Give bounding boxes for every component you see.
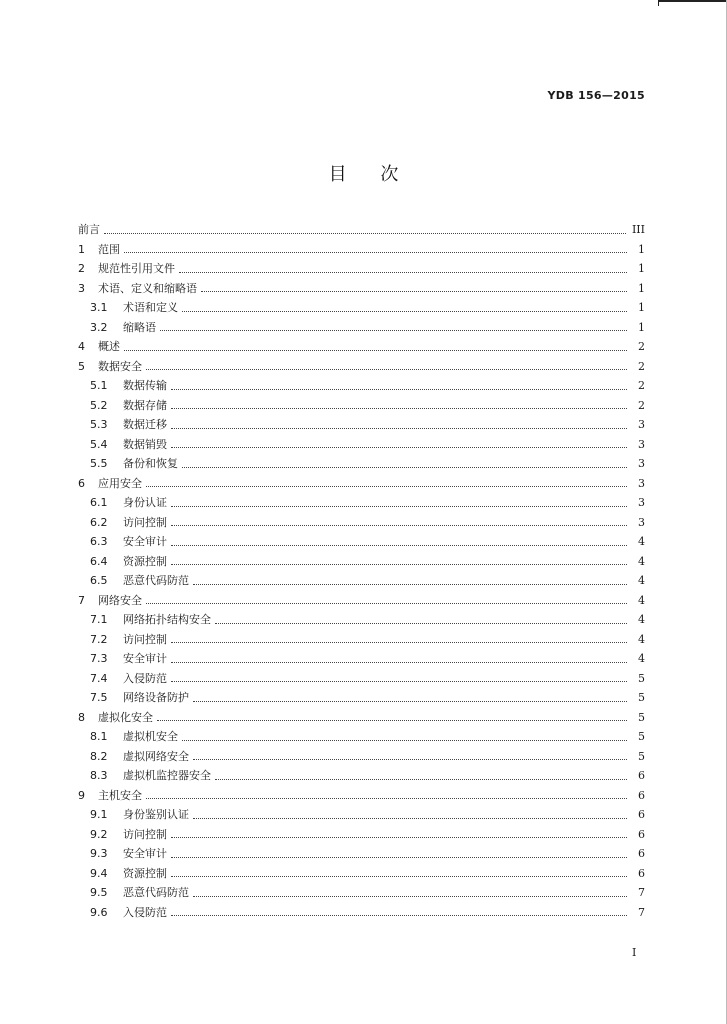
toc-entry[interactable] xyxy=(78,903,645,923)
toc-entry-page: 2 xyxy=(638,379,645,392)
toc-entry[interactable] xyxy=(78,571,645,591)
toc-entry-label: 概述 xyxy=(98,340,120,353)
toc-entry-number: 8.1 xyxy=(90,730,108,743)
document-code: YDB 156—2015 xyxy=(547,89,645,102)
toc-entry-label: 范围 xyxy=(98,242,120,256)
toc-entry-page: 5 xyxy=(638,671,645,685)
toc-entry-label: 术语和定义 xyxy=(123,301,178,314)
toc-dot-leader xyxy=(193,583,627,585)
toc-entry-label: 主机安全 xyxy=(98,788,142,802)
toc-entry-page: 3 xyxy=(638,476,645,490)
toc-entry-number: 9.4 xyxy=(90,866,108,880)
toc-dot-leader xyxy=(171,661,627,663)
toc-entry[interactable] xyxy=(78,766,645,786)
toc-dot-leader xyxy=(171,544,627,546)
toc-entry-number: 7.2 xyxy=(90,632,108,646)
toc-entry-label: 数据迁移 xyxy=(123,418,167,431)
toc-entry-label: 数据存储 xyxy=(123,398,167,412)
toc-entry-page: 7 xyxy=(638,905,645,919)
toc-entry-label: 安全审计 xyxy=(123,847,167,860)
toc-entry[interactable] xyxy=(78,532,645,552)
toc-entry-label: 术语、定义和缩略语 xyxy=(98,281,197,295)
toc-entry[interactable] xyxy=(78,552,645,572)
toc-entry[interactable] xyxy=(78,474,645,494)
toc-entry-page: 3 xyxy=(638,496,645,509)
toc-dot-leader xyxy=(193,817,627,819)
toc-dot-leader xyxy=(160,329,627,331)
toc-dot-leader xyxy=(171,388,627,390)
toc-entry-label: 网络拓扑结构安全 xyxy=(123,613,211,626)
toc-entry-number: 8.3 xyxy=(90,769,108,782)
toc-entry-page: 1 xyxy=(638,281,645,295)
toc-entry-number: 6.4 xyxy=(90,554,108,568)
page-number: I xyxy=(632,946,637,959)
toc-entry[interactable] xyxy=(78,669,645,689)
toc-dot-leader xyxy=(104,232,626,234)
toc-entry-number: 5.1 xyxy=(90,379,108,392)
scan-corner-mark xyxy=(658,0,727,2)
toc-entry-number: 9 xyxy=(78,788,85,802)
toc-dot-leader xyxy=(171,914,627,916)
toc-entry-label: 备份和恢复 xyxy=(123,457,178,470)
toc-dot-leader xyxy=(171,836,627,838)
page-title: 目 次 xyxy=(328,164,413,185)
toc-entry-number: 6.1 xyxy=(90,496,108,509)
toc-entry-label: 访问控制 xyxy=(123,827,167,841)
toc-entry-page: 6 xyxy=(638,847,645,860)
toc-entry-number: 7.4 xyxy=(90,671,108,685)
toc-entry[interactable] xyxy=(78,630,645,650)
toc-entry-page: 1 xyxy=(638,242,645,256)
toc-entry-label: 安全审计 xyxy=(123,535,167,548)
toc-entry[interactable] xyxy=(78,337,645,357)
toc-entry-label: 安全审计 xyxy=(123,652,167,665)
toc-entry-page: 5 xyxy=(638,730,645,743)
toc-entry[interactable] xyxy=(78,415,645,435)
toc-entry-number: 6.2 xyxy=(90,515,108,529)
toc-entry-label: 虚拟机监控器安全 xyxy=(123,769,211,782)
toc-entry-number: 5.2 xyxy=(90,398,108,412)
toc-dot-leader xyxy=(171,563,627,565)
toc-dot-leader xyxy=(124,349,627,351)
toc-entry-number: 9.2 xyxy=(90,827,108,841)
toc-entry[interactable] xyxy=(78,454,645,474)
toc-dot-leader xyxy=(124,251,627,253)
toc-entry-label: 资源控制 xyxy=(123,866,167,880)
toc-entry[interactable] xyxy=(78,864,645,884)
toc-entry-page: 4 xyxy=(638,613,645,626)
toc-entry-label: 网络设备防护 xyxy=(123,691,189,704)
toc-entry-page: III xyxy=(631,223,645,236)
toc-dot-leader xyxy=(171,505,627,507)
table-of-contents xyxy=(78,220,645,922)
toc-entry-number: 5.5 xyxy=(90,457,108,470)
toc-entry-number: 3.2 xyxy=(90,320,108,334)
toc-entry-label: 规范性引用文件 xyxy=(98,262,175,275)
toc-entry[interactable] xyxy=(78,493,645,513)
toc-entry[interactable] xyxy=(78,610,645,630)
toc-entry[interactable] xyxy=(78,279,645,299)
toc-entry-number: 8 xyxy=(78,710,85,724)
toc-entry-number: 5.4 xyxy=(90,437,108,451)
toc-entry-page: 5 xyxy=(638,749,645,763)
toc-entry-page: 4 xyxy=(638,574,645,587)
toc-entry[interactable] xyxy=(78,591,645,611)
toc-entry-number: 9.3 xyxy=(90,847,108,860)
toc-entry-label: 身份鉴别认证 xyxy=(123,808,189,821)
toc-entry-number: 6.3 xyxy=(90,535,108,548)
toc-entry-number: 5 xyxy=(78,359,85,373)
toc-entry-label: 虚拟网络安全 xyxy=(123,749,189,763)
toc-dot-leader xyxy=(182,466,627,468)
toc-entry-number: 7.3 xyxy=(90,652,108,665)
toc-dot-leader xyxy=(171,680,627,682)
toc-dot-leader xyxy=(171,856,627,858)
toc-entry[interactable] xyxy=(78,688,645,708)
toc-entry-page: 2 xyxy=(638,340,645,353)
toc-entry[interactable] xyxy=(78,298,645,318)
toc-dot-leader xyxy=(146,602,627,604)
toc-entry-page: 1 xyxy=(638,262,645,275)
toc-dot-leader xyxy=(146,368,627,370)
toc-entry[interactable] xyxy=(78,240,645,260)
toc-entry-page: 1 xyxy=(638,301,645,314)
toc-entry-label: 入侵防范 xyxy=(123,905,167,919)
toc-entry[interactable] xyxy=(78,220,645,240)
toc-entry-label: 虚拟化安全 xyxy=(98,710,153,724)
toc-entry-page: 6 xyxy=(638,769,645,782)
toc-entry-label: 恶意代码防范 xyxy=(123,574,189,587)
toc-dot-leader xyxy=(179,271,627,273)
toc-entry-number: 6 xyxy=(78,476,85,490)
toc-entry-number: 4 xyxy=(78,340,85,353)
toc-entry-page: 4 xyxy=(638,652,645,665)
toc-entry-number: 5.3 xyxy=(90,418,108,431)
toc-entry-number: 8.2 xyxy=(90,749,108,763)
toc-entry[interactable] xyxy=(78,805,645,825)
toc-entry-page: 3 xyxy=(638,515,645,529)
toc-dot-leader xyxy=(201,290,627,292)
toc-entry-page: 4 xyxy=(638,554,645,568)
toc-entry[interactable] xyxy=(78,435,645,455)
toc-entry[interactable] xyxy=(78,376,645,396)
toc-entry-number: 6.5 xyxy=(90,574,108,587)
toc-dot-leader xyxy=(193,758,627,760)
toc-entry[interactable] xyxy=(78,883,645,903)
toc-entry-label: 数据安全 xyxy=(98,359,142,373)
toc-entry-page: 6 xyxy=(638,866,645,880)
toc-entry-number: 7.5 xyxy=(90,691,108,704)
toc-entry[interactable] xyxy=(78,396,645,416)
toc-entry-page: 5 xyxy=(638,691,645,704)
toc-dot-leader xyxy=(171,875,627,877)
toc-entry-page: 6 xyxy=(638,827,645,841)
toc-entry-label: 访问控制 xyxy=(123,632,167,646)
toc-entry-page: 3 xyxy=(638,457,645,470)
toc-dot-leader xyxy=(193,700,627,702)
toc-entry-label: 身份认证 xyxy=(123,496,167,509)
toc-dot-leader xyxy=(182,310,627,312)
toc-dot-leader xyxy=(215,778,627,780)
toc-entry-page: 4 xyxy=(638,593,645,607)
toc-dot-leader xyxy=(215,622,627,624)
toc-dot-leader xyxy=(171,407,627,409)
toc-dot-leader xyxy=(171,427,627,429)
toc-entry[interactable] xyxy=(78,318,645,338)
toc-entry-number: 1 xyxy=(78,242,85,256)
toc-entry[interactable] xyxy=(78,747,645,767)
toc-entry[interactable] xyxy=(78,708,645,728)
toc-entry-page: 7 xyxy=(638,886,645,899)
toc-entry-label: 应用安全 xyxy=(98,476,142,490)
toc-entry-label: 虚拟机安全 xyxy=(123,730,178,743)
toc-entry[interactable] xyxy=(78,357,645,377)
toc-entry-page: 2 xyxy=(638,359,645,373)
toc-entry-label: 访问控制 xyxy=(123,515,167,529)
toc-entry-page: 2 xyxy=(638,398,645,412)
toc-entry-page: 6 xyxy=(638,788,645,802)
toc-entry[interactable] xyxy=(78,259,645,279)
toc-entry-number: 2 xyxy=(78,262,85,275)
toc-entry[interactable] xyxy=(78,513,645,533)
toc-entry-label: 前言 xyxy=(78,223,100,236)
toc-entry-page: 1 xyxy=(638,320,645,334)
toc-entry-label: 数据销毁 xyxy=(123,437,167,451)
toc-entry-page: 3 xyxy=(638,437,645,451)
toc-entry-page: 4 xyxy=(638,535,645,548)
toc-entry-page: 3 xyxy=(638,418,645,431)
toc-dot-leader xyxy=(146,485,627,487)
toc-entry-page: 5 xyxy=(638,710,645,724)
toc-entry-label: 恶意代码防范 xyxy=(123,886,189,899)
toc-entry-page: 4 xyxy=(638,632,645,646)
toc-entry-label: 资源控制 xyxy=(123,554,167,568)
toc-dot-leader xyxy=(171,524,627,526)
toc-entry[interactable] xyxy=(78,786,645,806)
toc-dot-leader xyxy=(171,641,627,643)
toc-dot-leader xyxy=(157,719,627,721)
toc-entry[interactable] xyxy=(78,649,645,669)
toc-entry-number: 9.5 xyxy=(90,886,108,899)
toc-entry-number: 9.6 xyxy=(90,905,108,919)
toc-entry-label: 数据传输 xyxy=(123,379,167,392)
toc-entry[interactable] xyxy=(78,727,645,747)
toc-dot-leader xyxy=(146,797,627,799)
toc-entry-number: 7 xyxy=(78,593,85,607)
toc-entry-number: 9.1 xyxy=(90,808,108,821)
toc-dot-leader xyxy=(182,739,627,741)
toc-entry-number: 3 xyxy=(78,281,85,295)
toc-entry[interactable] xyxy=(78,825,645,845)
toc-entry-label: 缩略语 xyxy=(123,320,156,334)
toc-dot-leader xyxy=(171,446,627,448)
toc-entry[interactable] xyxy=(78,844,645,864)
scan-corner-tick xyxy=(658,0,659,6)
toc-dot-leader xyxy=(193,895,627,897)
toc-entry-number: 3.1 xyxy=(90,301,108,314)
toc-entry-page: 6 xyxy=(638,808,645,821)
toc-entry-label: 入侵防范 xyxy=(123,671,167,685)
toc-entry-number: 7.1 xyxy=(90,613,108,626)
toc-entry-label: 网络安全 xyxy=(98,593,142,607)
